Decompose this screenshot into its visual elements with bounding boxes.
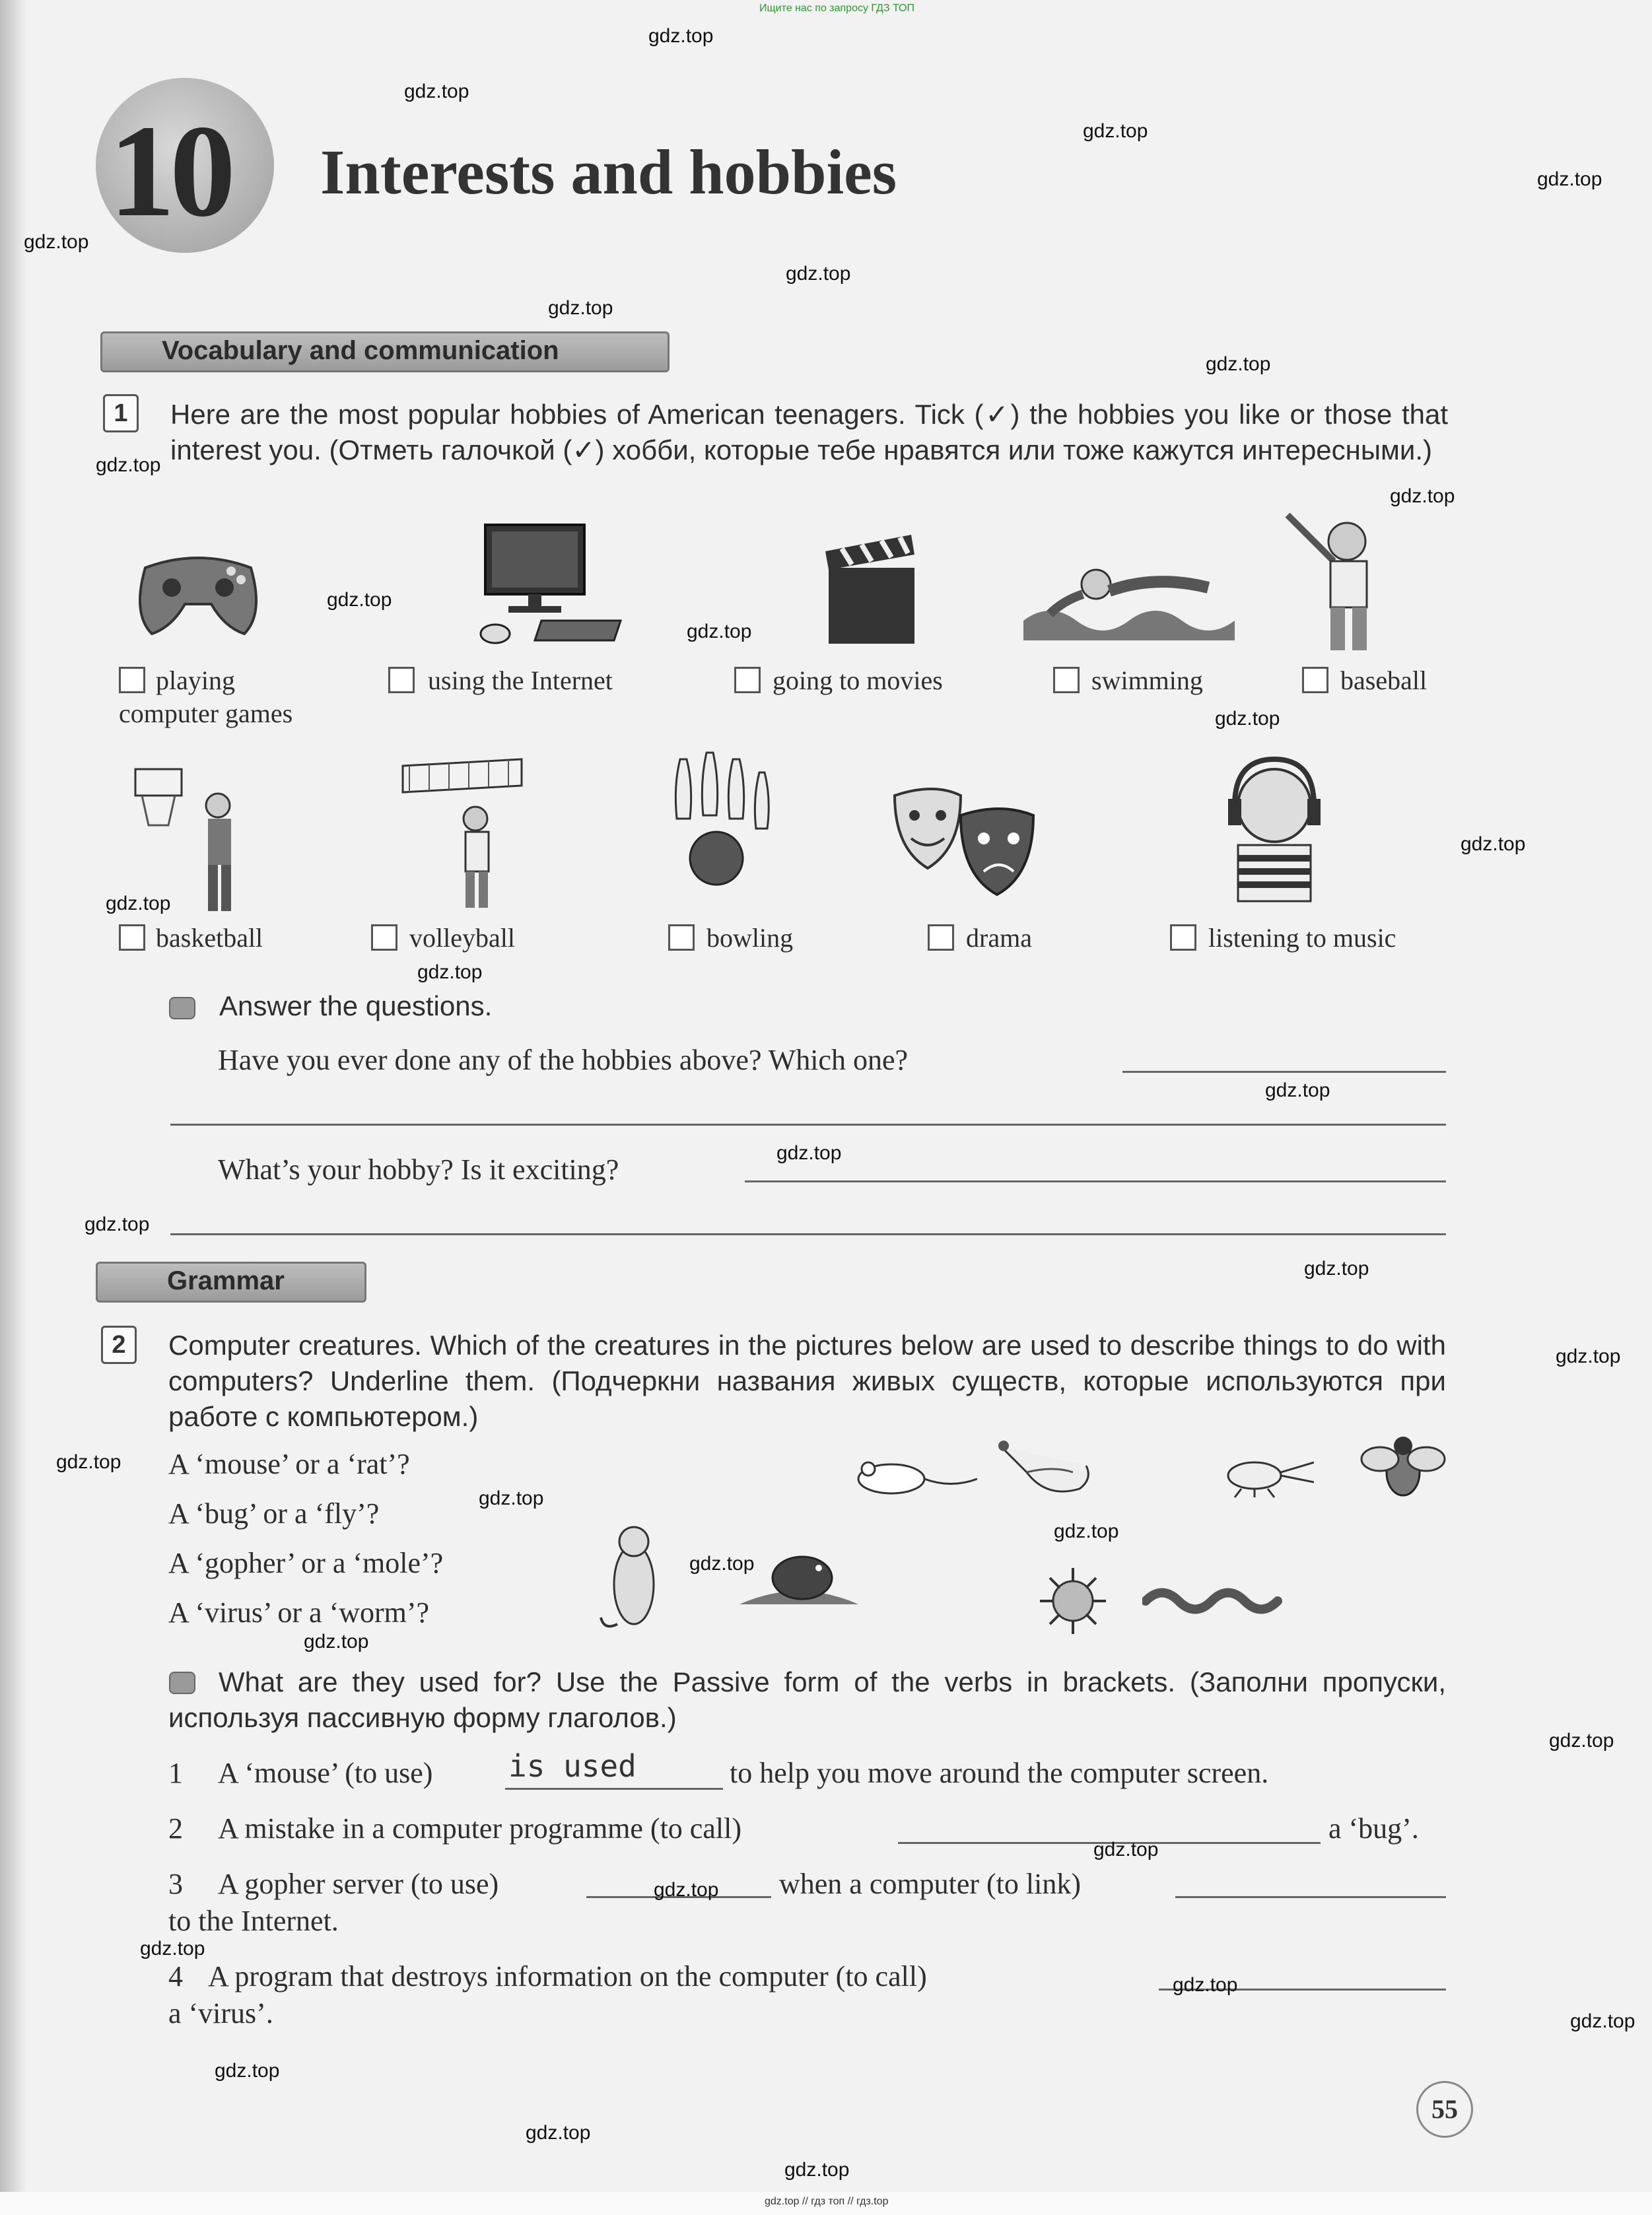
watermark: gdz.top bbox=[1054, 1520, 1119, 1542]
unit-number: 10 bbox=[109, 98, 230, 244]
watermark: gdz.top bbox=[96, 454, 161, 476]
pair-mouse-rat: A ‘mouse’ or a ‘rat’? bbox=[168, 1448, 410, 1480]
sentence-3-a: A gopher server (to use) bbox=[218, 1868, 499, 1900]
theatre-masks-icon bbox=[881, 782, 1047, 901]
hobby-listening-music: listening to music bbox=[1208, 923, 1396, 953]
checkbox-basketball[interactable] bbox=[119, 924, 145, 951]
checkbox-drama[interactable] bbox=[928, 924, 954, 951]
watermark: gdz.top bbox=[526, 2122, 591, 2144]
checkbox-listening-music[interactable] bbox=[1170, 924, 1196, 951]
sentence-1-answer[interactable]: is used bbox=[508, 1748, 637, 1784]
pair-virus-worm: A ‘virus’ or a ‘worm’? bbox=[168, 1596, 430, 1629]
section-grammar: Grammar bbox=[96, 1262, 366, 1303]
headphones-boy-icon bbox=[1215, 753, 1334, 904]
mole-icon bbox=[740, 1538, 858, 1611]
watermark: gdz.top bbox=[548, 297, 613, 319]
sentence-3-b: when a computer (to link) bbox=[779, 1868, 1081, 1900]
hobby-basketball: basketball bbox=[156, 923, 263, 953]
answer-line-1b[interactable] bbox=[170, 1124, 1446, 1126]
answer-line-1a[interactable] bbox=[1122, 1071, 1446, 1073]
task2-sub-instruction: What are they used for? Use the Passive form of the verbs in brackets. (Заполни пропуски, используя пассивную форму глаголов.) bbox=[168, 1666, 1446, 1733]
answer-line-2b[interactable] bbox=[170, 1233, 1446, 1235]
checkbox-swimming[interactable] bbox=[1053, 667, 1080, 693]
watermark: gdz.top bbox=[1549, 1730, 1614, 1752]
hobby-movies: going to movies bbox=[773, 665, 943, 695]
watermark: gdz.top bbox=[786, 263, 851, 285]
checkbox-baseball[interactable] bbox=[1302, 667, 1328, 693]
watermark: gdz.top bbox=[417, 961, 483, 983]
watermark: gdz.top bbox=[784, 2159, 850, 2181]
question-1: Have you ever done any of the hobbies above? Which one? bbox=[218, 1044, 909, 1076]
gopher-icon bbox=[598, 1518, 670, 1634]
clapperboard-icon bbox=[822, 531, 921, 647]
checkbox-internet[interactable] bbox=[388, 667, 415, 693]
bottom-note: gdz.top // гдз топ // гдз.top bbox=[765, 2196, 889, 2207]
watermark: gdz.top bbox=[404, 81, 469, 102]
watermark: gdz.top bbox=[1390, 485, 1455, 507]
watermark: gdz.top bbox=[1570, 2010, 1635, 2032]
baseball-player-icon bbox=[1274, 508, 1393, 654]
question-2: What’s your hobby? Is it exciting? bbox=[218, 1153, 619, 1186]
watermark: gdz.top bbox=[327, 589, 392, 611]
sentence-4-a: A program that destroys information on the computer (to call) bbox=[208, 1960, 927, 1993]
sentence-2-num: 2 bbox=[168, 1812, 183, 1845]
pair-gopher-mole: A ‘gopher’ or a ‘mole’? bbox=[168, 1547, 444, 1579]
sentence-2-b: a ‘bug’. bbox=[1328, 1812, 1419, 1845]
sentence-2-a: A mistake in a computer programme (to call) bbox=[218, 1812, 741, 1845]
sub-task-bullet bbox=[169, 997, 195, 1019]
watermark: gdz.top bbox=[1093, 1839, 1159, 1860]
worm-icon bbox=[1142, 1581, 1294, 1621]
volleyball-player-icon bbox=[396, 753, 528, 911]
fly-icon bbox=[1360, 1433, 1446, 1505]
sentence-1-b: to help you move around the computer screen. bbox=[730, 1757, 1269, 1789]
unit-title: Interests and hobbies bbox=[320, 137, 897, 207]
sentence-4-b: a ‘virus’. bbox=[168, 1997, 273, 2029]
watermark: gdz.top bbox=[1083, 120, 1148, 142]
hobby-computer-games: computer games bbox=[119, 699, 293, 728]
bowling-pins-icon bbox=[660, 746, 773, 891]
hobby-volleyball: volleyball bbox=[409, 923, 515, 953]
watermark: gdz.top bbox=[304, 1631, 369, 1653]
sentence-3-c: to the Internet. bbox=[168, 1905, 339, 1937]
computer-icon bbox=[469, 522, 627, 654]
swimmer-icon bbox=[1023, 555, 1235, 640]
watermark: gdz.top bbox=[654, 1879, 719, 1901]
task2-number: 2 bbox=[101, 1326, 137, 1364]
task1-number: 1 bbox=[103, 394, 139, 432]
watermark: gdz.top bbox=[1304, 1258, 1369, 1279]
watermark: gdz.top bbox=[687, 621, 752, 642]
watermark: gdz.top bbox=[1206, 353, 1271, 375]
watermark: gdz.top bbox=[56, 1451, 121, 1473]
watermark: gdz.top bbox=[1215, 708, 1280, 730]
page-left-shadow bbox=[0, 0, 26, 2215]
hobby-internet: using the Internet bbox=[428, 665, 613, 695]
hobby-playing: playing bbox=[156, 665, 235, 695]
watermark: gdz.top bbox=[85, 1213, 150, 1235]
watermark: gdz.top bbox=[1265, 1079, 1330, 1101]
task2-instruction: Computer creatures. Which of the creatures in the pictures below are used to describe things to do with computers? Underline them. (Подчеркни названия живых существ, которые используются при работе с компьютером.) bbox=[168, 1330, 1446, 1432]
watermark: gdz.top bbox=[1537, 168, 1602, 190]
watermark: gdz.top bbox=[106, 893, 171, 914]
hobby-drama: drama bbox=[966, 923, 1032, 953]
watermark: gdz.top bbox=[1461, 833, 1526, 855]
watermark: gdz.top bbox=[648, 25, 714, 47]
watermark: gdz.top bbox=[24, 231, 89, 253]
gamepad-icon bbox=[132, 541, 264, 640]
watermark: gdz.top bbox=[1173, 1974, 1238, 1996]
watermark: gdz.top bbox=[689, 1553, 755, 1575]
checkbox-playing-games[interactable] bbox=[119, 667, 145, 693]
sentence-1-a: A ‘mouse’ (to use) bbox=[218, 1757, 433, 1789]
hobby-swimming: swimming bbox=[1091, 665, 1203, 695]
task1-instruction: Here are the most popular hobbies of American teenagers. Tick (✓) the hobbies you like or those that interest you. (Отметь галочкой (✓) хобби, которые тебе нравятся или тоже кажутся интересными.) bbox=[170, 399, 1448, 465]
watermark: gdz.top bbox=[479, 1487, 544, 1509]
hobby-bowling: bowling bbox=[706, 923, 794, 953]
sentence-1-num: 1 bbox=[168, 1757, 183, 1789]
hobby-baseball: baseball bbox=[1340, 665, 1428, 695]
watermark: gdz.top bbox=[215, 2060, 280, 2082]
watermark: gdz.top bbox=[1556, 1346, 1621, 1367]
pair-bug-fly: A ‘bug’ or a ‘fly’? bbox=[168, 1497, 380, 1530]
checkbox-volleyball[interactable] bbox=[371, 924, 397, 951]
section-vocab: Vocabulary and communication bbox=[100, 331, 670, 372]
virus-icon bbox=[1033, 1565, 1113, 1637]
rat-icon bbox=[987, 1433, 1099, 1505]
checkbox-movies[interactable] bbox=[734, 667, 761, 693]
sentence-3-num: 3 bbox=[168, 1868, 183, 1900]
watermark: gdz.top bbox=[140, 1938, 205, 1959]
top-note: Ищите нас по запросу ГДЗ ТОП bbox=[759, 3, 914, 14]
page-number: 55 bbox=[1416, 2081, 1473, 2138]
sentence-4-num: 4 bbox=[168, 1960, 183, 1993]
bug-icon bbox=[1215, 1452, 1314, 1499]
mouse-icon bbox=[852, 1452, 977, 1499]
answer-line-2a[interactable] bbox=[745, 1180, 1446, 1182]
task1-sub-instruction: Answer the questions. bbox=[219, 990, 493, 1021]
answer-line-s1 bbox=[505, 1788, 723, 1790]
answer-line-s3b[interactable] bbox=[1175, 1896, 1446, 1898]
checkbox-bowling[interactable] bbox=[668, 924, 695, 951]
watermark: gdz.top bbox=[776, 1142, 842, 1164]
